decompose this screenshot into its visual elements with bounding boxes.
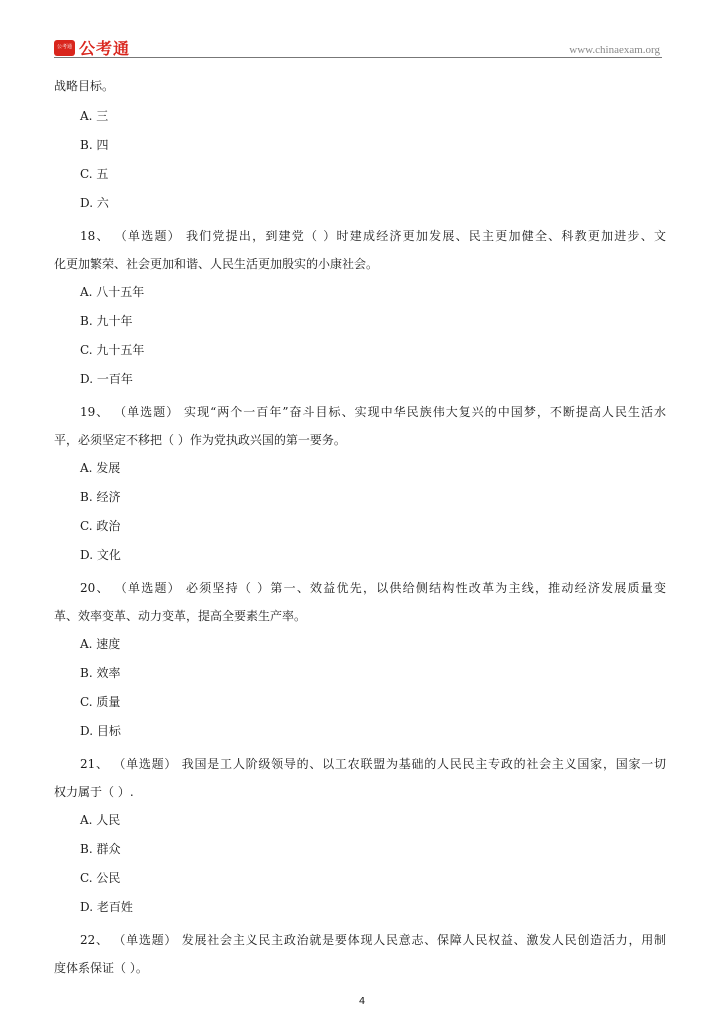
- question-text: 20、 （单选题） 必须坚持（ ）第一、效益优先，以供给侧结构性改革为主线，推动经济发展质量变: [80, 581, 666, 595]
- question-text: 权力属于（ ）.: [54, 785, 134, 799]
- option-a: A. 速度: [80, 637, 121, 651]
- option-b: B. 群众: [80, 842, 121, 856]
- page-number: 4: [358, 996, 366, 1007]
- question-text: 18、 （单选题） 我们党提出，到建党（ ）时建成经济更加发展、民主更加健全、科教更加进步、文: [80, 229, 666, 243]
- question-text: 平，必须坚定不移把（ ）作为党执政兴国的第一要务。: [54, 433, 346, 447]
- option-c: C. 九十五年: [80, 343, 145, 357]
- question-text: 21、 （单选题） 我国是工人阶级领导的、以工农联盟为基础的人民民主专政的社会主义国家，国家一切: [80, 757, 666, 771]
- question-22: [54, 926, 666, 982]
- question-21: [54, 750, 666, 922]
- question-text: 22、 （单选题） 发展社会主义民主政治就是要体现人民意志、保障人民权益、激发人民创造活力，用制: [80, 933, 666, 947]
- site-url: www.chinaexam.org: [569, 44, 660, 56]
- option-a: A. 三: [80, 109, 109, 123]
- header-divider: [54, 57, 662, 58]
- option-a: A. 人民: [80, 813, 121, 827]
- logo-text: 公考通: [79, 39, 131, 58]
- option-d: D. 老百姓: [80, 900, 133, 914]
- question-text: 革、效率变革、动力变革，提高全要素生产率。: [54, 609, 307, 623]
- option-d: D. 六: [80, 196, 109, 210]
- option-c: C. 政治: [80, 519, 121, 533]
- option-d: D. 文化: [80, 548, 121, 562]
- option-a: A. 八十五年: [80, 285, 145, 299]
- logo-badge-icon: 公考通: [54, 40, 75, 56]
- option-b: B. 经济: [80, 490, 121, 504]
- question-text: 19、 （单选题） 实现“两个一百年”奋斗目标、实现中华民族伟大复兴的中国梦，不断提高人民生活水: [80, 405, 666, 419]
- lead-line: 战略目标。: [54, 79, 115, 93]
- option-a: A. 发展: [80, 461, 121, 475]
- option-b: B. 效率: [80, 666, 121, 680]
- page-header: [0, 0, 724, 62]
- logo: [54, 36, 130, 59]
- option-b: B. 九十年: [80, 314, 133, 328]
- question-19: [54, 398, 666, 570]
- question-18: [54, 222, 666, 394]
- option-c: C. 公民: [80, 871, 121, 885]
- lead-options: [54, 102, 666, 218]
- question-20: [54, 574, 666, 746]
- option-c: C. 质量: [80, 695, 121, 709]
- option-d: D. 目标: [80, 724, 121, 738]
- option-b: B. 四: [80, 138, 109, 152]
- option-c: C. 五: [80, 167, 109, 181]
- document-body: [54, 76, 666, 982]
- question-text: 度体系保证（ ）。: [54, 961, 148, 975]
- option-d: D. 一百年: [80, 372, 133, 386]
- question-text: 化更加繁荣、社会更加和谐、人民生活更加殷实的小康社会。: [54, 257, 379, 271]
